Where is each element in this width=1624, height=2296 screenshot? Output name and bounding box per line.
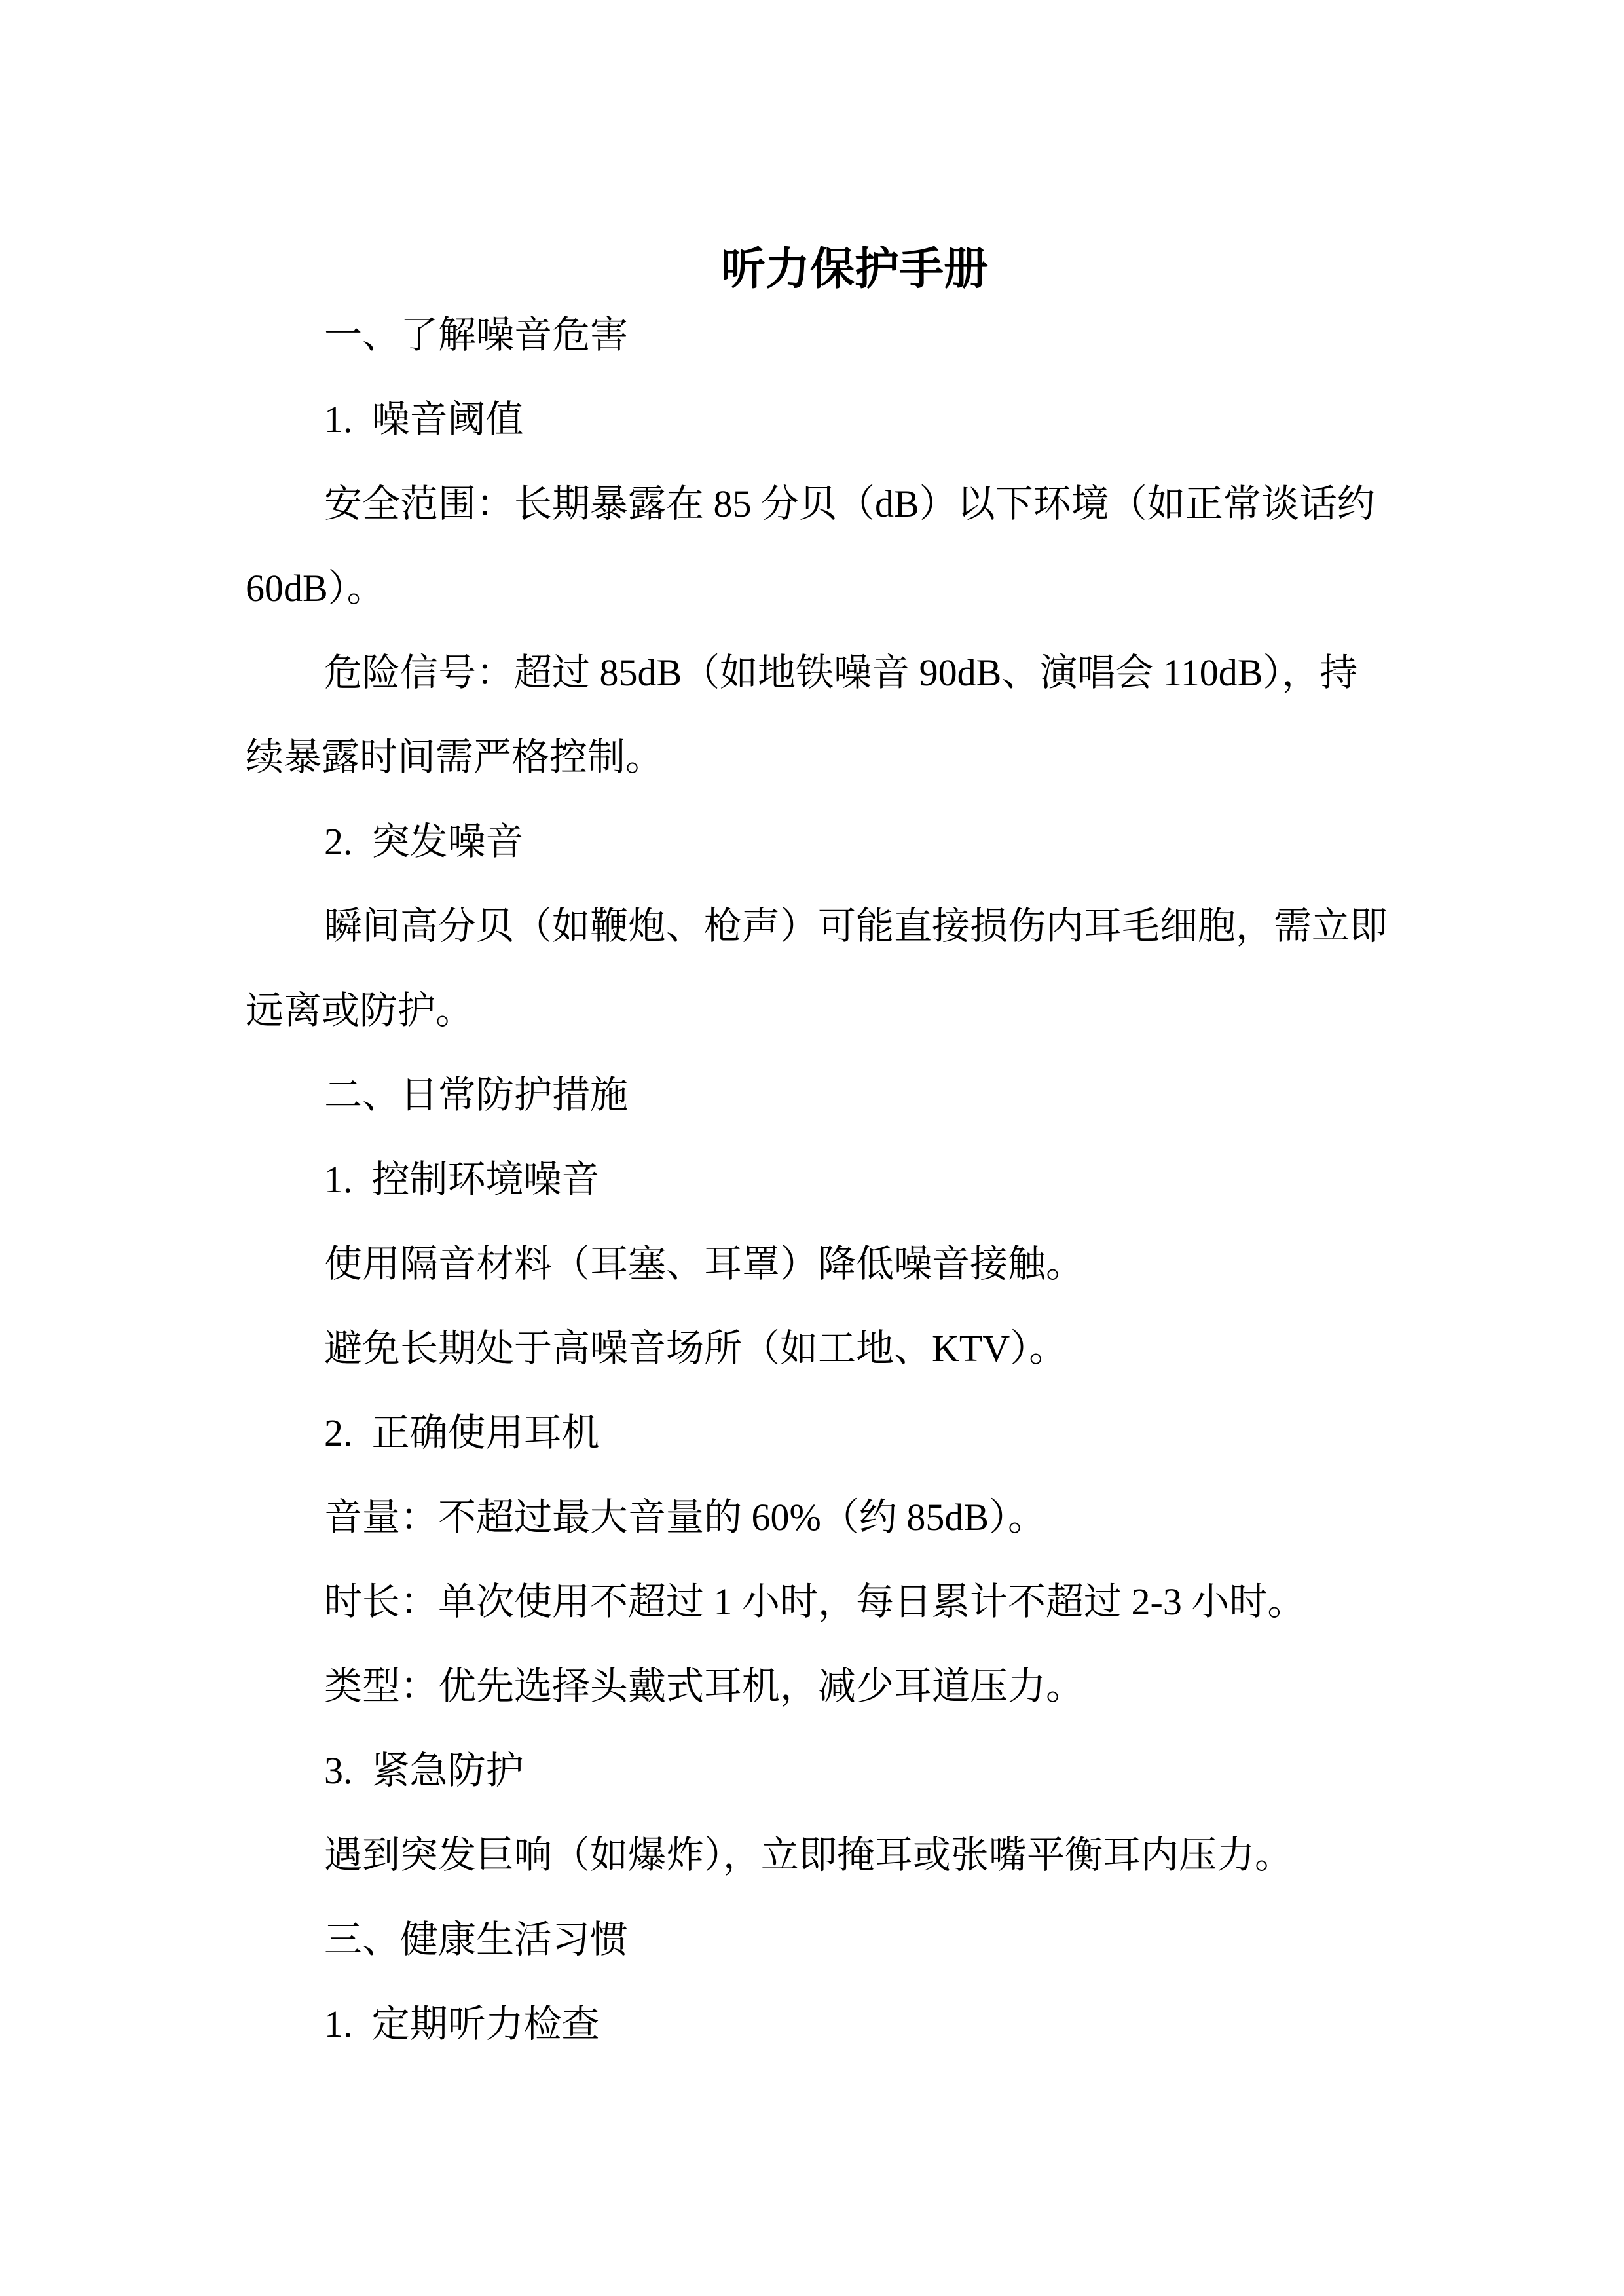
text-line: 一、了解噪音危害	[324, 314, 629, 356]
text-line: 音量：不超过最大音量的 60%（约 85dB）。	[324, 1496, 1046, 1539]
document-title: 听力保护手册	[720, 244, 988, 294]
text-line: 遇到突发巨响（如爆炸），立即掩耳或张嘴平衡耳内压力。	[324, 1834, 1293, 1876]
text-line: 危险信号：超过 85dB（如地铁噪音 90dB、演唱会 110dB），持	[324, 651, 1358, 694]
text-line: 二、日常防护措施	[324, 1074, 629, 1116]
text-line: 时长：单次使用不超过 1 小时，每日累计不超过 2-3 小时。	[324, 1580, 1306, 1623]
text-line: 安全范围：长期暴露在 85 分贝（dB）以下环境（如正常谈话约	[324, 483, 1375, 525]
text-line: 瞬间高分贝（如鞭炮、枪声）可能直接损伤内耳毛细胞，需立即	[324, 905, 1388, 947]
document-body	[246, 293, 1388, 2066]
text-line: 续暴露时间需严格控制。	[246, 736, 664, 778]
text-line: 使用隔音材料（耳塞、耳罩）降低噪音接触。	[324, 1243, 1084, 1285]
text-line: 60dB）。	[246, 567, 385, 610]
text-line: 1. 定期听力检查	[324, 2003, 600, 2045]
text-line: 1. 噪音阈值	[324, 398, 524, 441]
text-line: 2. 突发噪音	[324, 820, 524, 863]
text-line: 类型：优先选择头戴式耳机，减少耳道压力。	[324, 1665, 1084, 1707]
text-line: 远离或防护。	[246, 989, 474, 1032]
text-line: 三、健康生活习惯	[324, 1918, 629, 1961]
text-line: 1. 控制环境噪音	[324, 1158, 600, 1201]
text-line: 3. 紧急防护	[324, 1749, 524, 1792]
text-line: 避免长期处于高噪音场所（如工地、KTV）。	[324, 1327, 1067, 1370]
text-line: 2. 正确使用耳机	[324, 1412, 600, 1454]
